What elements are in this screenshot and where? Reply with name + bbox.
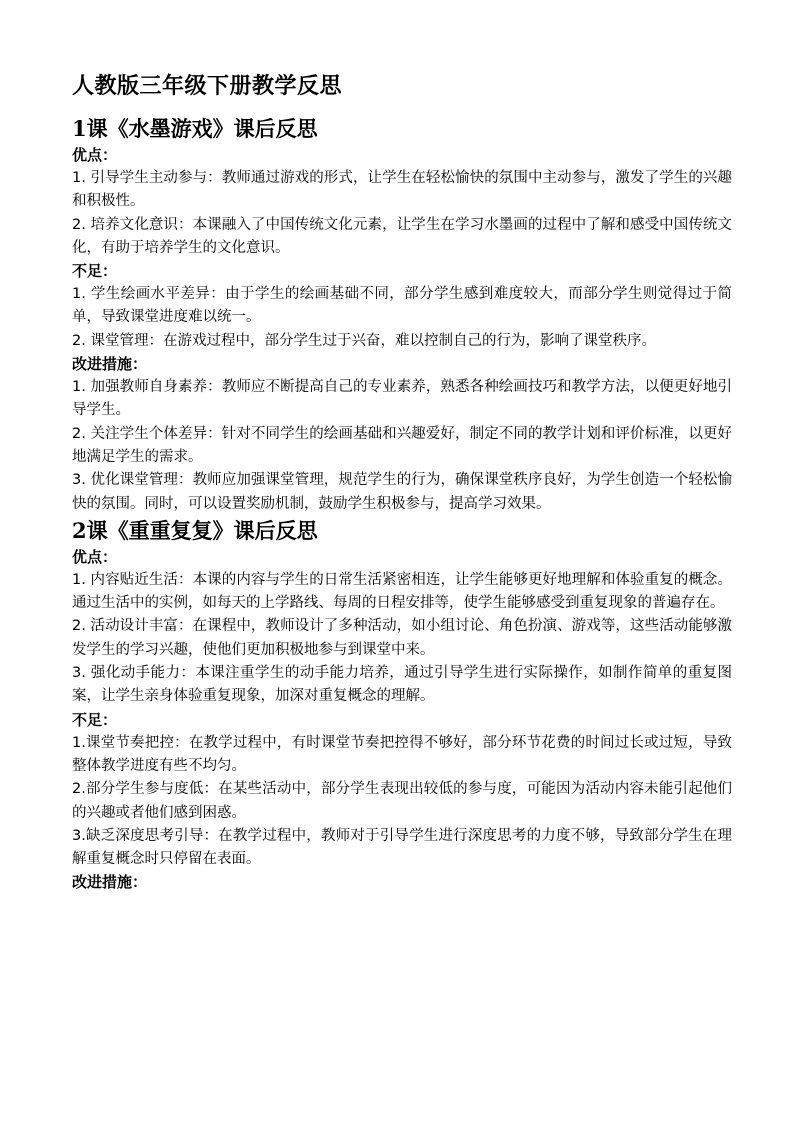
document-page: [72, 70, 732, 894]
lesson-title: 2课《重重复复》课后反思: [72, 517, 318, 543]
list-item: 1. 引导学生主动参与：教师通过游戏的形式，让学生在轻松愉快的氛围中主动参与，激发了学生的兴趣和积极性。: [72, 170, 732, 210]
section-heading: 改进措施：: [72, 355, 148, 374]
list-item: 3.缺乏深度思考引导：在教学过程中，教师对于引导学生进行深度思考的力度不够，导致部分学生在理解重复概念时只停留在表面。: [72, 827, 732, 868]
section-improvements: [72, 871, 732, 894]
list-item: 1. 内容贴近生活：本课的内容与学生的日常生活紧密相连，让学生能够更好地理解和体验重复的概念。通过生活中的实例，如每天的上学路线、每周的日程安排等，使学生能够感受到重复现象的普遍存在。: [72, 571, 732, 612]
list-item: 3. 优化课堂管理：教师应加强课堂管理，规范学生的行为，确保课堂秩序良好，为学生创造一个轻松愉快的氛围。同时，可以设置奖励机制，鼓励学生积极参与，提高学习效果。: [72, 472, 732, 512]
section-heading: 改进措施：: [72, 873, 148, 892]
lesson-1: [72, 114, 732, 516]
section-heading: 不足：: [72, 710, 118, 729]
section-weaknesses: [72, 260, 732, 353]
document-title: 人教版三年级下册教学反思: [72, 73, 343, 99]
section-improvements: [72, 353, 732, 516]
list-item: 2. 关注学生个体差异：针对不同学生的绘画基础和兴趣爱好，制定不同的教学计划和评价标准，以更好地满足学生的需求。: [72, 425, 732, 465]
list-item: 1. 学生绘画水平差异：由于学生的绘画基础不同，部分学生感到难度较大，而部分学生则觉得过于简单，导致课堂进度难以统一。: [72, 286, 732, 326]
section-heading: 优点：: [72, 547, 118, 566]
list-item: 2. 培养文化意识：本课融入了中国传统文化元素，让学生在学习水墨画的过程中了解和感受中国传统文化，有助于培养学生的文化意识。: [72, 216, 732, 256]
list-item: 3. 强化动手能力：本课注重学生的动手能力培养，通过引导学生进行实际操作，如制作简单的重复图案，让学生亲身体验重复现象，加深对重复概念的理解。: [72, 665, 732, 705]
list-item: 2. 活动设计丰富：在课程中，教师设计了多种活动，如小组讨论、角色扮演、游戏等，这些活动能够激发学生的学习兴趣，使他们更加积极地参与到课堂中来。: [72, 618, 732, 658]
list-item: 2. 课堂管理：在游戏过程中，部分学生过于兴奋，难以控制自己的行为，影响了课堂秩序。: [72, 332, 656, 349]
section-strengths: [72, 546, 732, 709]
list-item: 1.课堂节奏把控：在教学过程中，有时课堂节奏把控得不够好，部分环节花费的时间过长或过短，导致整体教学进度有些不均匀。: [72, 734, 732, 774]
section-heading: 优点：: [72, 146, 118, 164]
section-heading: 不足：: [72, 262, 118, 281]
lesson-2: [72, 516, 732, 895]
list-item: 2.部分学生参与度低：在某些活动中，部分学生表现出较低的参与度，可能因为活动内容未能引起他们的兴趣或者他们感到困惑。: [72, 781, 732, 821]
list-item: 1. 加强教师自身素养：教师应不断提高自己的专业素养，熟悉各种绘画技巧和教学方法，以便更好地引导学生。: [72, 379, 732, 419]
lesson-title: 1课《水墨游戏》课后反思: [72, 116, 318, 141]
section-weaknesses: [72, 709, 732, 872]
section-strengths: [72, 144, 732, 260]
